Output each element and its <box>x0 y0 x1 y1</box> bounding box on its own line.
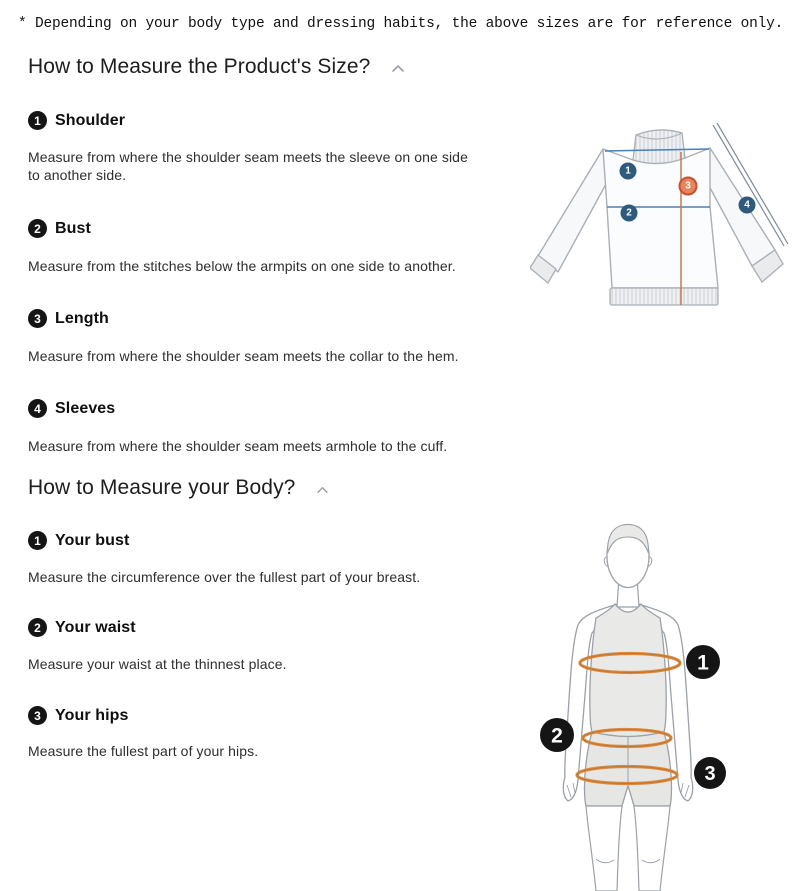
sweater-measurement-diagram <box>530 122 800 322</box>
step-number-badge: 3 <box>28 309 47 328</box>
body-illustration <box>530 515 800 891</box>
measure-item-label: Your hips <box>55 706 129 724</box>
figure-marker-3 <box>694 757 726 789</box>
figure-right-leg <box>634 806 670 891</box>
body-size-section-header[interactable] <box>28 476 329 500</box>
measure-item-label: Your bust <box>55 531 130 549</box>
product-size-heading: How to Measure the Product's Size? <box>28 55 371 78</box>
figure-left-leg <box>586 806 622 891</box>
chevron-up-icon[interactable] <box>316 481 329 499</box>
measure-item-shoulder <box>28 111 125 130</box>
measure-item-label: Shoulder <box>55 111 126 129</box>
step-number-badge: 1 <box>28 531 47 550</box>
sweater-left-sleeve <box>538 149 606 272</box>
svg-text:4: 4 <box>744 199 750 211</box>
measure-item-description: Measure from where the shoulder seam meets the sleeve on one side to another side. <box>28 149 468 183</box>
svg-text:2: 2 <box>626 207 632 219</box>
figure-marker-2 <box>540 718 574 752</box>
sweater-marker-1 <box>620 163 637 180</box>
body-measurement-diagram <box>530 515 800 891</box>
sweater-marker-4 <box>739 197 756 214</box>
figure-marker-1 <box>686 645 720 679</box>
step-number-badge: 4 <box>28 399 47 418</box>
sweater-illustration <box>530 122 800 322</box>
measure-item-description: Measure from where the shoulder seam meets armhole to the cuff. <box>28 438 448 454</box>
sweater-marker-3 <box>680 178 697 195</box>
measure-item-label: Sleeves <box>55 399 116 417</box>
step-number-badge: 3 <box>28 706 47 725</box>
measure-item-label: Bust <box>55 219 91 237</box>
measure-item-description: Measure from the stitches below the armpits on one side to another. <box>28 258 456 274</box>
shoulder-measure-line <box>605 149 709 151</box>
product-size-section-header[interactable] <box>28 55 405 79</box>
measure-item-description: Measure your waist at the thinnest place. <box>28 656 287 672</box>
svg-text:1: 1 <box>625 165 631 177</box>
step-number-badge: 1 <box>28 111 47 130</box>
measure-item-length <box>28 309 109 328</box>
svg-text:1: 1 <box>697 651 709 675</box>
measure-item-description: Measure the circumference over the fullest part of your breast. <box>28 569 421 585</box>
measure-item-bust <box>28 219 91 238</box>
measure-item-label: Length <box>55 309 109 327</box>
chevron-up-icon[interactable] <box>391 60 405 78</box>
measure-item-description: Measure from where the shoulder seam meets the collar to the hem. <box>28 348 459 364</box>
body-size-heading: How to Measure your Body? <box>28 476 296 499</box>
measure-item-your-bust <box>28 531 129 550</box>
sweater-marker-2 <box>621 205 638 222</box>
sweater-hem-band <box>610 288 718 305</box>
measure-item-label: Your waist <box>55 618 136 636</box>
svg-text:2: 2 <box>551 724 563 748</box>
size-reference-disclaimer: * Depending on your body type and dressing habits, the above sizes are for reference only. <box>18 16 784 32</box>
step-number-badge: 2 <box>28 219 47 238</box>
measure-item-description: Measure the fullest part of your hips. <box>28 743 259 759</box>
svg-text:3: 3 <box>685 180 691 192</box>
measure-item-sleeves <box>28 399 115 418</box>
svg-text:3: 3 <box>704 763 716 785</box>
measure-item-your-hips <box>28 706 129 725</box>
step-number-badge: 2 <box>28 618 47 637</box>
measure-item-your-waist <box>28 618 136 637</box>
